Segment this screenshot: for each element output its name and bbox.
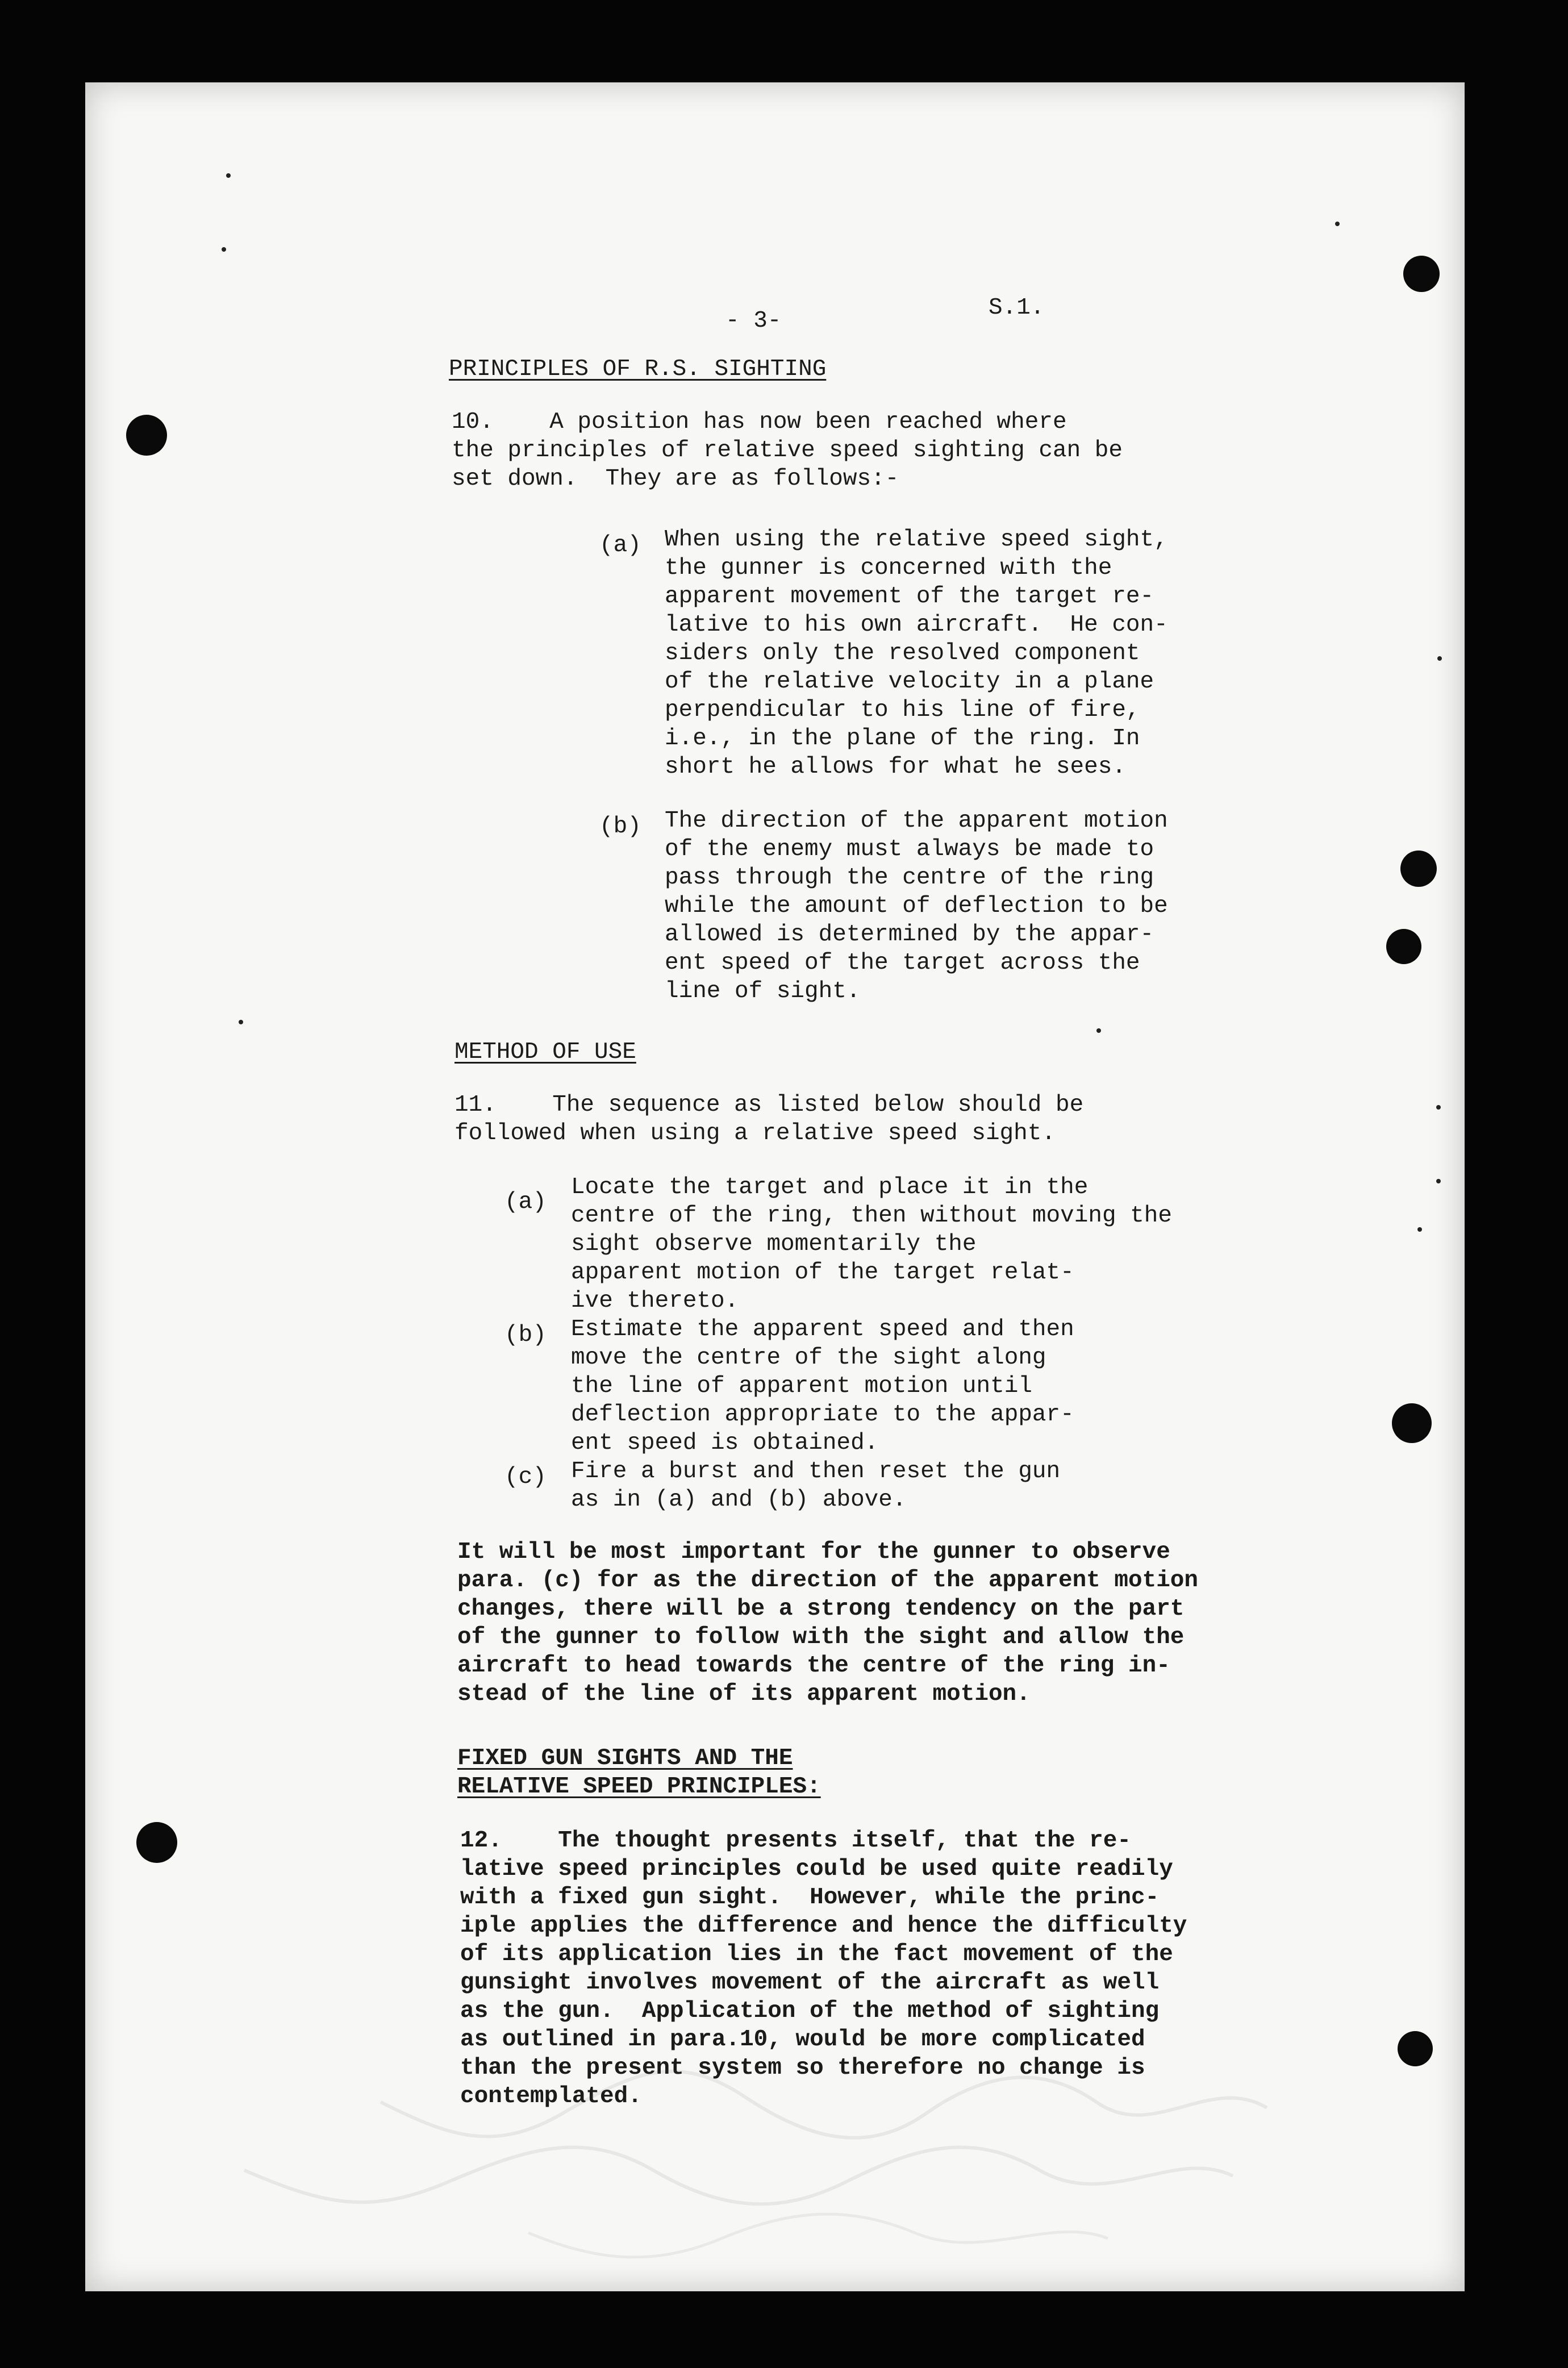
speck xyxy=(239,1020,243,1024)
text-line: short he allows for what he sees. xyxy=(665,754,1126,780)
document-page xyxy=(85,82,1465,2291)
text-line: as the gun. Application of the method of sighting xyxy=(460,1998,1160,2024)
item-label: (b) xyxy=(599,814,641,840)
punch-hole xyxy=(136,1822,177,1863)
section-heading-fixed-gun-2: RELATIVE SPEED PRINCIPLES: xyxy=(457,1774,821,1800)
text-line: contemplated. xyxy=(460,2083,642,2109)
bleed-through-handwriting xyxy=(199,2040,1278,2267)
text-line: 12. The thought presents itself, that the re- xyxy=(460,1828,1131,1854)
text-line: apparent movement of the target re- xyxy=(665,583,1154,610)
method-note xyxy=(457,1538,1198,1708)
text-line: with a fixed gun sight. However, while the princ- xyxy=(460,1885,1160,1911)
paragraph-10 xyxy=(452,408,1123,493)
speck xyxy=(1335,222,1340,226)
text-line: the principles of relative speed sighting can be xyxy=(452,437,1123,464)
text-line: than the present system so therefore no change is xyxy=(460,2055,1145,2081)
method-item-a xyxy=(571,1173,1172,1315)
document-reference: S.1. xyxy=(989,295,1045,321)
text-line: deflection appropriate to the appar- xyxy=(571,1402,1074,1428)
text-line: move the centre of the sight along xyxy=(571,1345,1046,1371)
text-line: as in (a) and (b) above. xyxy=(571,1487,907,1513)
punch-hole xyxy=(1403,256,1440,292)
text-line: When using the relative speed sight, xyxy=(665,527,1168,553)
item-label: (a) xyxy=(504,1189,547,1215)
text-line: line of sight. xyxy=(665,978,861,1004)
text-line: of the relative velocity in a plane xyxy=(665,669,1154,695)
punch-hole xyxy=(126,415,167,456)
text-line: the gunner is concerned with the xyxy=(665,555,1112,581)
speck xyxy=(1436,1105,1441,1110)
text-line: ive thereto. xyxy=(571,1288,739,1314)
item-label: (b) xyxy=(504,1322,547,1348)
text-line: followed when using a relative speed sight. xyxy=(454,1120,1056,1147)
text-line: changes, there will be a strong tendency on the part xyxy=(457,1596,1185,1622)
speck xyxy=(1417,1227,1422,1232)
text-line: of the gunner to follow with the sight and allow the xyxy=(457,1624,1185,1650)
punch-hole xyxy=(1400,851,1437,887)
speck xyxy=(1096,1028,1101,1033)
text-line: the line of apparent motion until xyxy=(571,1373,1032,1399)
text-line: It will be most important for the gunner to observe xyxy=(457,1539,1170,1565)
section-heading-fixed-gun-1: FIXED GUN SIGHTS AND THE xyxy=(457,1745,793,1771)
item-label: (a) xyxy=(599,532,641,558)
principle-item-a xyxy=(665,526,1168,781)
text-line: Locate the target and place it in the xyxy=(571,1174,1089,1200)
text-line: para. (c) for as the direction of the apparent motion xyxy=(457,1567,1199,1594)
punch-hole xyxy=(1398,2031,1433,2066)
punch-hole xyxy=(1392,1403,1432,1443)
text-line: Fire a burst and then reset the gun xyxy=(571,1458,1061,1485)
punch-hole xyxy=(1386,929,1421,964)
text-line: of the enemy must always be made to xyxy=(665,836,1154,862)
text-line: gunsight involves movement of the aircraft as well xyxy=(460,1970,1160,1996)
method-item-c xyxy=(571,1457,1060,1514)
text-line: of its application lies in the fact movement of the xyxy=(460,1941,1173,1967)
text-line: lative to his own aircraft. He con- xyxy=(665,612,1168,638)
speck xyxy=(226,173,231,178)
speck xyxy=(1437,656,1442,661)
method-item-b xyxy=(571,1315,1074,1457)
text-line: as outlined in para.10, would be more complicated xyxy=(460,2027,1145,2053)
text-line: allowed is determined by the appar- xyxy=(665,922,1154,948)
text-line: aircraft to head towards the centre of the ring in- xyxy=(457,1653,1170,1679)
text-line: ent speed of the target across the xyxy=(665,950,1140,976)
page-number: - 3- xyxy=(725,308,782,334)
text-line: set down. They are as follows:- xyxy=(452,466,899,492)
text-line: ent speed is obtained. xyxy=(571,1430,879,1456)
section-heading-principles: PRINCIPLES OF R.S. SIGHTING xyxy=(449,356,827,382)
paragraph-11 xyxy=(454,1091,1083,1148)
text-line: iple applies the difference and hence the difficulty xyxy=(460,1913,1187,1939)
text-line: pass through the centre of the ring xyxy=(665,865,1154,891)
text-line: Estimate the apparent speed and then xyxy=(571,1316,1074,1343)
text-line: sight observe momentarily the xyxy=(571,1231,977,1257)
text-line: siders only the resolved component xyxy=(665,640,1140,666)
text-line: perpendicular to his line of fire, xyxy=(665,697,1140,723)
text-line: 11. The sequence as listed below should be xyxy=(454,1092,1084,1118)
text-line: apparent motion of the target relat- xyxy=(571,1260,1074,1286)
text-line: centre of the ring, then without moving the xyxy=(571,1203,1172,1229)
item-label: (c) xyxy=(504,1464,547,1490)
speck xyxy=(1436,1179,1441,1183)
text-line: lative speed principles could be used quite readily xyxy=(460,1856,1173,1882)
text-line: The direction of the apparent motion xyxy=(665,808,1168,834)
text-line: stead of the line of its apparent motion. xyxy=(457,1681,1031,1707)
text-line: while the amount of deflection to be xyxy=(665,893,1168,919)
speck xyxy=(222,247,226,252)
section-heading-method: METHOD OF USE xyxy=(454,1039,636,1065)
principle-item-b xyxy=(665,807,1168,1006)
text-line: 10. A position has now been reached where xyxy=(452,409,1067,435)
text-line: i.e., in the plane of the ring. In xyxy=(665,726,1140,752)
